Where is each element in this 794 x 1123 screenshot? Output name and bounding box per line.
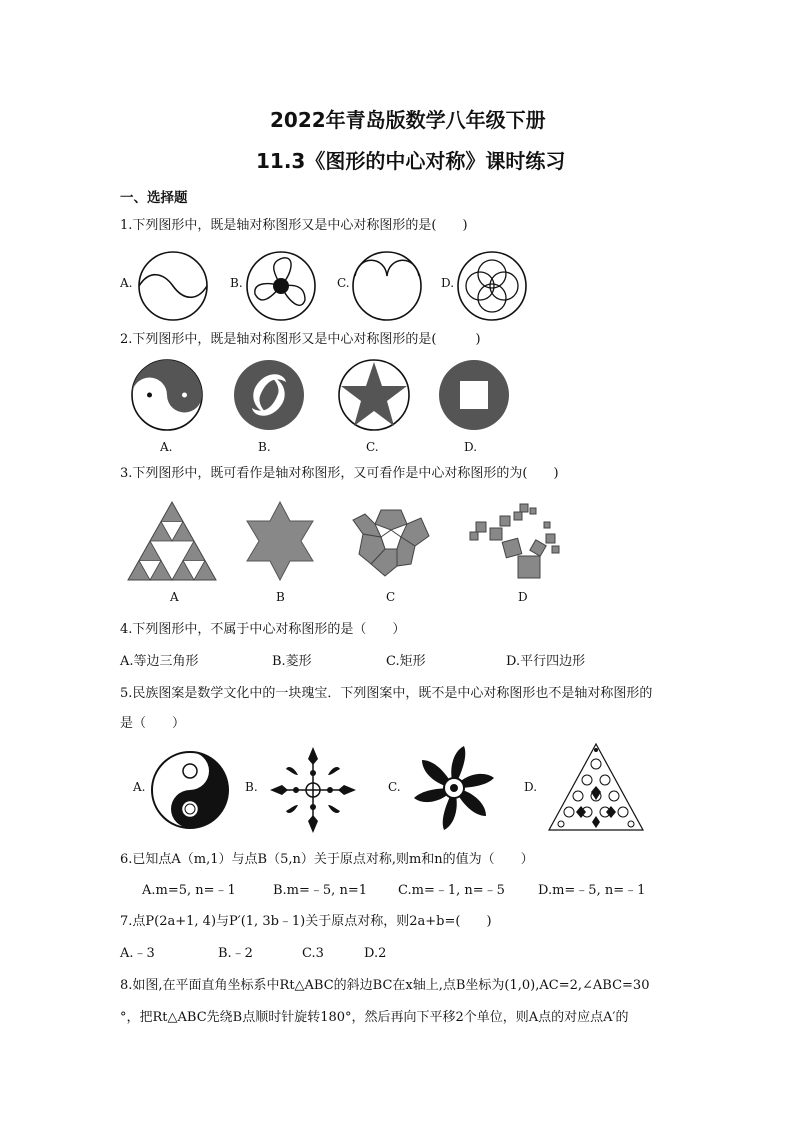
q5-label-c: C. bbox=[388, 780, 401, 794]
q3-label-c: C bbox=[386, 590, 396, 604]
q3-figure-d bbox=[466, 500, 566, 582]
q2-figure-c bbox=[337, 358, 411, 432]
page-title: 2022年青岛版数学八年级下册 bbox=[270, 108, 546, 132]
q1-label-c: C. bbox=[337, 276, 350, 290]
q3-figure-c bbox=[349, 500, 433, 582]
q1-figure-a bbox=[137, 250, 209, 322]
page-subtitle: 11.3《图形的中心对称》课时练习 bbox=[256, 149, 566, 173]
question-8-line1: 8.如图,在平面直角坐标系中Rt△ABC的斜边BC在x轴上,点B坐标为(1,0),AC=2,∠ABC=30 bbox=[120, 978, 650, 993]
question-8-line2: °，把Rt△ABC先绕B点顺时针旋转180°，然后再向下平移2个单位，则A点的对应点A′的 bbox=[120, 1010, 629, 1025]
question-3-stem: 3.下列图形中，既可看作是轴对称图形，又可看作是中心对称图形的为( ) bbox=[120, 466, 559, 481]
question-7-stem: 7.点P(2a+1, 4)与P′(1, 3b﹣1)关于原点对称，则2a+b=( ) bbox=[120, 914, 492, 929]
q2-figure-b bbox=[232, 358, 306, 432]
q1-figure-c bbox=[351, 250, 423, 322]
q5-label-a: A. bbox=[133, 780, 146, 794]
q3-label-d: D bbox=[518, 590, 528, 604]
q5-figure-b bbox=[268, 745, 358, 835]
q7-option-d: D.2 bbox=[364, 946, 387, 961]
question-1-stem: 1.下列图形中，既是轴对称图形又是中心对称图形的是( ) bbox=[120, 218, 468, 233]
q1-label-b: B. bbox=[230, 276, 243, 290]
q4-option-c: C.矩形 bbox=[386, 654, 426, 669]
q5-label-d: D. bbox=[524, 780, 538, 794]
q2-figure-a bbox=[130, 358, 204, 432]
q2-label-c: C. bbox=[366, 440, 379, 454]
q7-option-c: C.3 bbox=[302, 946, 324, 961]
question-6-stem: 6.已知点A（m,1）与点B（5,n）关于原点对称,则m和n的值为（ ） bbox=[120, 852, 534, 867]
q5-figure-d bbox=[547, 742, 645, 832]
q2-label-b: B. bbox=[258, 440, 271, 454]
q7-option-a: A.﹣3 bbox=[120, 946, 155, 961]
section-heading: 一、选择题 bbox=[120, 190, 188, 206]
q5-figure-a bbox=[150, 750, 230, 830]
q1-label-a: A. bbox=[120, 276, 133, 290]
q5-figure-c bbox=[408, 742, 500, 834]
question-5-stem-line1: 5.民族图案是数学文化中的一块瑰宝．下列图案中，既不是中心对称图形也不是轴对称图形的 bbox=[120, 686, 653, 701]
q2-label-d: D. bbox=[464, 440, 478, 454]
q4-option-d: D.平行四边形 bbox=[506, 654, 586, 669]
q1-figure-b bbox=[245, 250, 317, 322]
q3-label-a: A bbox=[170, 590, 179, 604]
q5-label-b: B. bbox=[245, 780, 258, 794]
q2-label-a: A. bbox=[160, 440, 173, 454]
q1-figure-d bbox=[456, 250, 528, 322]
q3-label-b: B bbox=[276, 590, 285, 604]
q3-figure-b bbox=[243, 500, 317, 582]
q3-figure-a bbox=[126, 500, 218, 582]
question-4-stem: 4.下列图形中，不属于中心对称图形的是（ ） bbox=[120, 622, 406, 637]
q1-label-d: D. bbox=[441, 276, 455, 290]
q6-option-c: C.m=﹣1, n=﹣5 bbox=[398, 883, 505, 898]
question-5-stem-line2: 是（ ） bbox=[120, 716, 186, 731]
q4-option-b: B.菱形 bbox=[272, 654, 312, 669]
q6-option-b: B.m=﹣5, n=1 bbox=[273, 883, 367, 898]
q4-option-a: A.等边三角形 bbox=[120, 654, 199, 669]
q2-figure-d bbox=[437, 358, 511, 432]
question-2-stem: 2.下列图形中，既是轴对称图形又是中心对称图形的是( ) bbox=[120, 332, 481, 347]
q6-option-a: A.m=5, n=﹣1 bbox=[142, 883, 236, 898]
q7-option-b: B.﹣2 bbox=[218, 946, 253, 961]
q6-option-d: D.m=﹣5, n=﹣1 bbox=[538, 883, 646, 898]
